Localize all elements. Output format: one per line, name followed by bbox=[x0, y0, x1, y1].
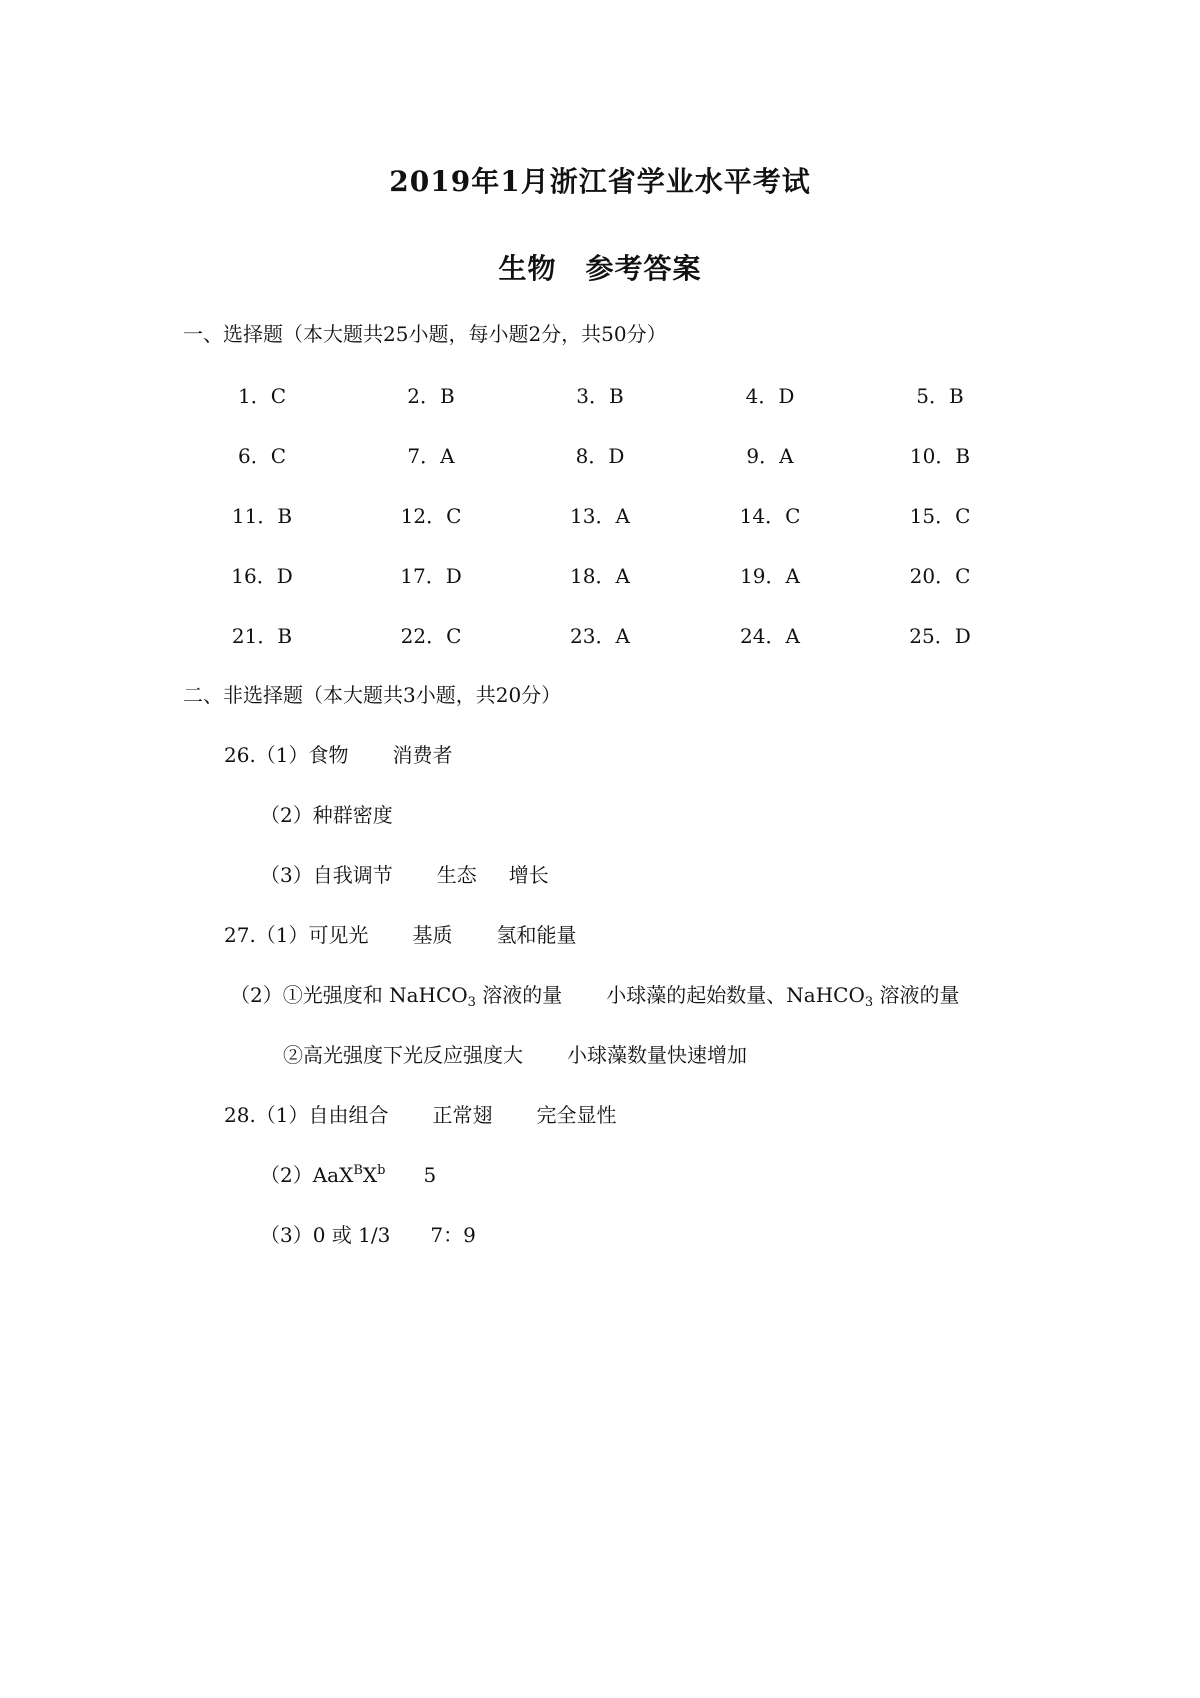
exam-title: 2019年1月浙江省学业水平考试 bbox=[389, 165, 811, 198]
q27-part2-sub2-answer-a: ②高光强度下光反应强度大 bbox=[283, 1043, 523, 1067]
q27-part1-answer-a: 可见光 bbox=[308, 923, 369, 947]
q26-part3-label: （3） bbox=[260, 863, 313, 887]
q28-part2-answer-b: 5 bbox=[423, 1163, 437, 1187]
mcq-answer: 15．C bbox=[909, 504, 971, 528]
q27-part2 bbox=[230, 979, 960, 1010]
q28-part1-label: 28.（1） bbox=[224, 1103, 309, 1127]
q28-part3-answer-a: 0 或 1/3 bbox=[312, 1223, 391, 1247]
q28-part2-label: （2） bbox=[260, 1163, 313, 1187]
mcq-answer: 18．A bbox=[570, 564, 630, 588]
mcq-answer: 24．A bbox=[740, 624, 800, 648]
mcq-answer: 23．A bbox=[570, 624, 630, 648]
mcq-answer: 10．B bbox=[909, 444, 971, 468]
q26-part3 bbox=[260, 859, 549, 888]
q27-part1 bbox=[224, 919, 577, 948]
q27-part2-label: （2） bbox=[230, 983, 283, 1007]
section-2-heading: 二、非选择题（本大题共3小题，共20分） bbox=[183, 683, 562, 707]
q28-part2-answer-a: $AaX^BX^b$ bbox=[312, 1163, 386, 1187]
q27-part2-answer-b: 小球藻的起始数量、NaHCO$_3$ 溶液的量 bbox=[606, 983, 960, 1010]
mcq-answer: 22．C bbox=[400, 624, 462, 648]
mcq-answer: 13．A bbox=[570, 504, 630, 528]
q26-part1-label: 26.（1） bbox=[224, 743, 309, 767]
q27-part2-answer-a: ①光强度和 NaHCO$_3$ 溶液的量 bbox=[282, 983, 563, 1010]
section-1-heading: 一、选择题（本大题共25小题，每小题2分，共50分） bbox=[183, 322, 667, 346]
q28-part3-answer-b: 7：9 bbox=[430, 1223, 476, 1247]
mcq-answer: 17．D bbox=[400, 564, 462, 588]
q28-part1-answer-a: 自由组合 bbox=[308, 1103, 389, 1127]
mcq-answer: 8．D bbox=[575, 444, 625, 468]
q27-part1-answer-c: 氢和能量 bbox=[496, 923, 577, 947]
q26-part3-answer-c: 增长 bbox=[508, 863, 549, 887]
mcq-answer: 20．C bbox=[909, 564, 971, 588]
mcq-answer: 1．C bbox=[237, 384, 287, 408]
q26-part1-answer-a: 食物 bbox=[308, 743, 349, 767]
mcq-answer: 16．D bbox=[231, 564, 293, 588]
mcq-answer: 19．A bbox=[740, 564, 800, 588]
q27-part1-label: 27.（1） bbox=[224, 923, 309, 947]
mcq-answer: 3．B bbox=[576, 384, 624, 408]
q28-part1 bbox=[224, 1099, 617, 1128]
mcq-answer: 5．B bbox=[916, 384, 964, 408]
q26-part2-answer-a: 种群密度 bbox=[312, 803, 393, 827]
mcq-answer: 4．D bbox=[745, 384, 795, 408]
q27-part1-answer-b: 基质 bbox=[412, 923, 453, 947]
q27-part2-sub2 bbox=[283, 1039, 747, 1068]
q28-part2 bbox=[260, 1159, 436, 1188]
mcq-answer: 11．B bbox=[231, 504, 293, 528]
mcq-answer: 21．B bbox=[231, 624, 293, 648]
q28-part3 bbox=[260, 1219, 476, 1248]
q26-part1 bbox=[224, 739, 453, 768]
q26-part3-answer-b: 生态 bbox=[436, 863, 477, 887]
q27-part2-sub2-answer-b: 小球藻数量快速增加 bbox=[567, 1043, 747, 1067]
mcq-answer: 6．C bbox=[237, 444, 287, 468]
q26-part2-label: （2） bbox=[260, 803, 313, 827]
mcq-answer: 9．A bbox=[746, 444, 794, 468]
q26-part3-answer-a: 自我调节 bbox=[312, 863, 393, 887]
mcq-answer: 2．B bbox=[407, 384, 455, 408]
mcq-answer: 14．C bbox=[739, 504, 801, 528]
answer-key-subtitle: 生物 参考答案 bbox=[498, 252, 702, 285]
q28-part1-answer-b: 正常翅 bbox=[432, 1103, 493, 1127]
q28-part1-answer-c: 完全显性 bbox=[536, 1103, 617, 1127]
q26-part1-answer-b: 消费者 bbox=[392, 743, 453, 767]
q26-part2 bbox=[260, 799, 393, 828]
mcq-answer: 7．A bbox=[407, 444, 455, 468]
mcq-answer: 25．D bbox=[909, 624, 971, 648]
q28-part3-label: （3） bbox=[260, 1223, 313, 1247]
mcq-answer: 12．C bbox=[400, 504, 462, 528]
